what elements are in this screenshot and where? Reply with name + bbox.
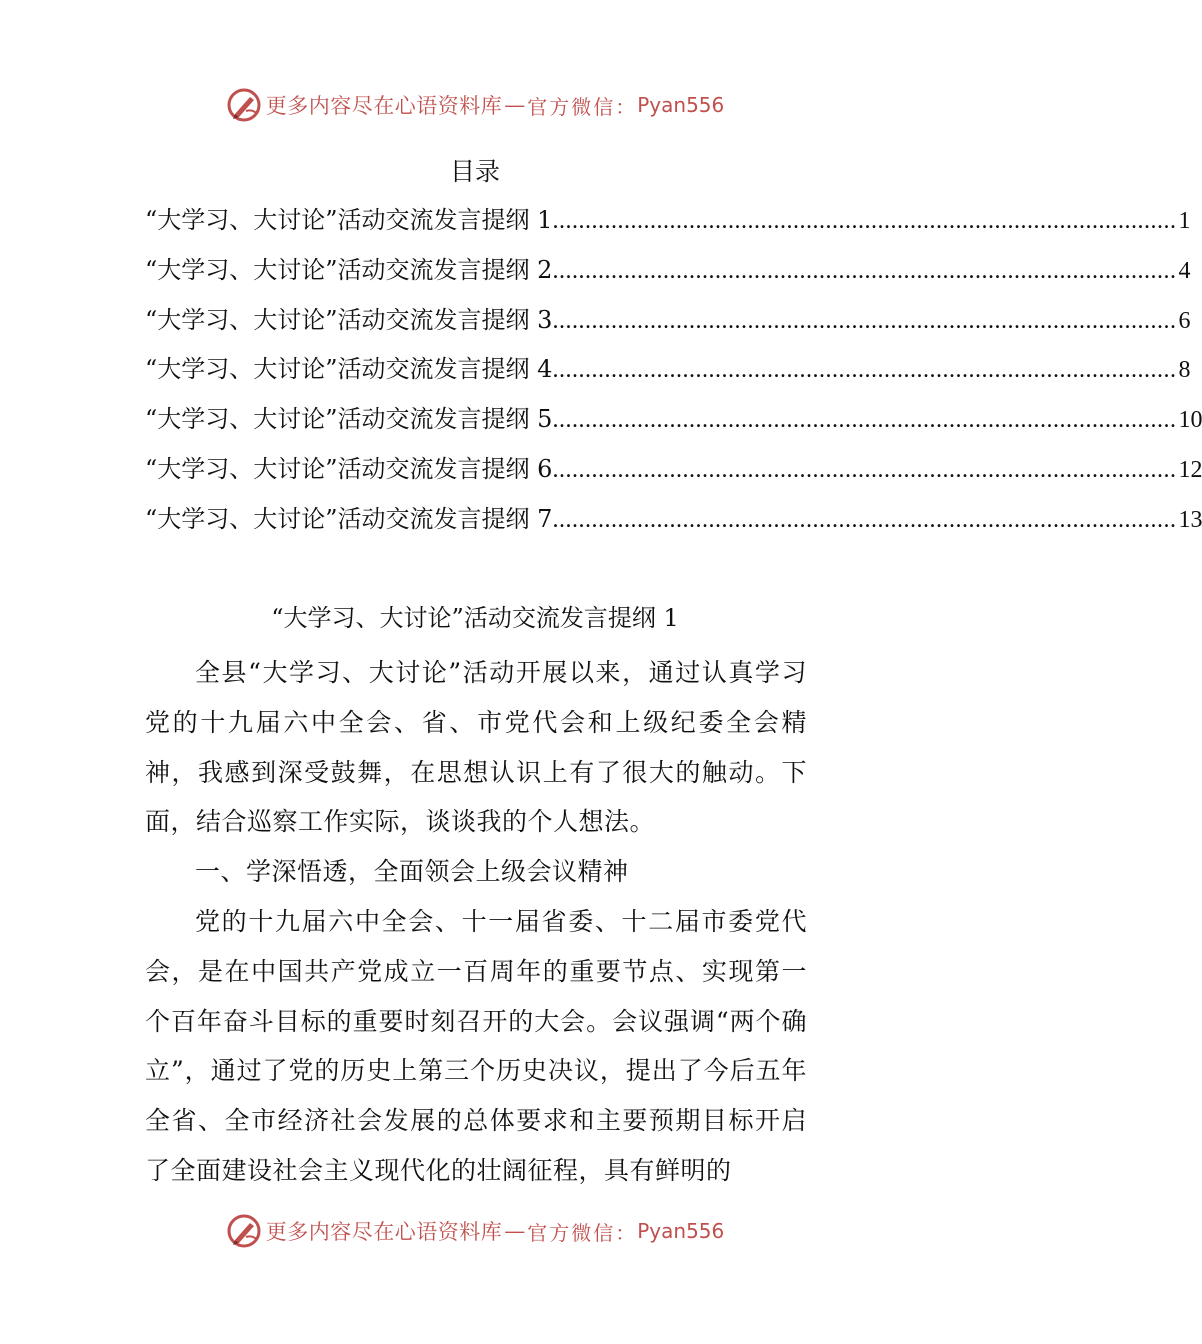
watermark-handle: Pyan556 [637, 93, 725, 117]
toc-leader-dots: ................................................................................................ [552, 208, 1177, 234]
pen-logo-icon [226, 87, 262, 123]
toc-leader-dots: ................................................................................................ [552, 407, 1177, 434]
toc-leader-dots: ................................................................................................ [552, 506, 1177, 533]
toc-entry-text: “大学习、大讨论”活动交流发言提纲 5 [145, 405, 553, 434]
watermark-label: 官方微信： [527, 1220, 638, 1245]
watermark-brand: 更多内容尽在心语资料库 [265, 94, 503, 118]
toc-entry[interactable] [145, 499, 1202, 549]
body-paragraph: 党的十九届六中全会、十一届省委、十二届市委党代会，是在中国共产党成立一百周年的重要节点、实现第一个百年奋斗目标的重要时刻召开的大会。会议强调“两个确立”，通过了党的历史上第三个历史决议，提出了今后五年全省、全市经济社会发展的总体要求和主要预期目标开启了全面建设社会主义现代化的壮阔征程，具有鲜明的 [145, 906, 807, 1185]
toc-title: 目录 [449, 157, 500, 186]
toc-entry-text: “大学习、大讨论”活动交流发言提纲 6 [145, 454, 553, 483]
toc-leader-dots: ................................................................................................ [552, 257, 1177, 284]
toc-entry-text: “大学习、大讨论”活动交流发言提纲 1 [145, 206, 553, 234]
toc-entry[interactable] [145, 200, 1191, 250]
toc-page-number: 8 [1178, 357, 1191, 384]
toc-page-number: 4 [1178, 257, 1191, 284]
toc-entry-text: “大学习、大讨论”活动交流发言提纲 3 [145, 305, 553, 334]
toc-page-number: 12 [1178, 456, 1202, 483]
toc-page-number: 10 [1178, 407, 1202, 434]
document-body [145, 648, 807, 1196]
toc-entry[interactable] [145, 250, 1191, 300]
toc-entry[interactable] [145, 449, 1202, 499]
toc-page-number: 6 [1178, 307, 1191, 334]
section-heading: 一、学深悟透，全面领会上级会议精神 [195, 857, 629, 887]
watermark-label: 官方微信： [527, 94, 638, 119]
toc-leader-dots: ................................................................................................ [552, 456, 1177, 483]
toc-leader-dots: ................................................................................................ [552, 307, 1177, 334]
toc-entry-text: “大学习、大讨论”活动交流发言提纲 4 [145, 355, 553, 384]
watermark-header [0, 83, 950, 127]
table-of-contents [145, 200, 1202, 549]
toc-entry[interactable] [145, 399, 1202, 449]
body-paragraph: 全县“大学习、大讨论”活动开展以来，通过认真学习党的十九届六中全会、省、市党代会和上级纪委全会精神，我感到深受鼓舞，在思想认识上有了很大的触动。下面，结合巡察工作实际，谈谈我的个人想法。 [145, 658, 807, 837]
toc-entry-text: “大学习、大讨论”活动交流发言提纲 7 [145, 504, 553, 533]
watermark-dash: — [504, 93, 526, 117]
watermark-footer [0, 1209, 950, 1253]
toc-page-number: 13 [1178, 506, 1202, 533]
toc-page-number: 1 [1178, 208, 1191, 234]
toc-entry[interactable] [145, 349, 1191, 399]
watermark-brand: 更多内容尽在心语资料库 [265, 1220, 503, 1244]
watermark-handle: Pyan556 [637, 1219, 725, 1243]
pen-logo-icon [226, 1213, 262, 1249]
document-heading: “大学习、大讨论”活动交流发言提纲 1 [271, 604, 679, 632]
toc-leader-dots: ................................................................................................ [552, 357, 1177, 384]
toc-entry[interactable] [145, 300, 1191, 350]
toc-entry-text: “大学习、大讨论”活动交流发言提纲 2 [145, 255, 553, 284]
watermark-dash: — [504, 1219, 526, 1243]
